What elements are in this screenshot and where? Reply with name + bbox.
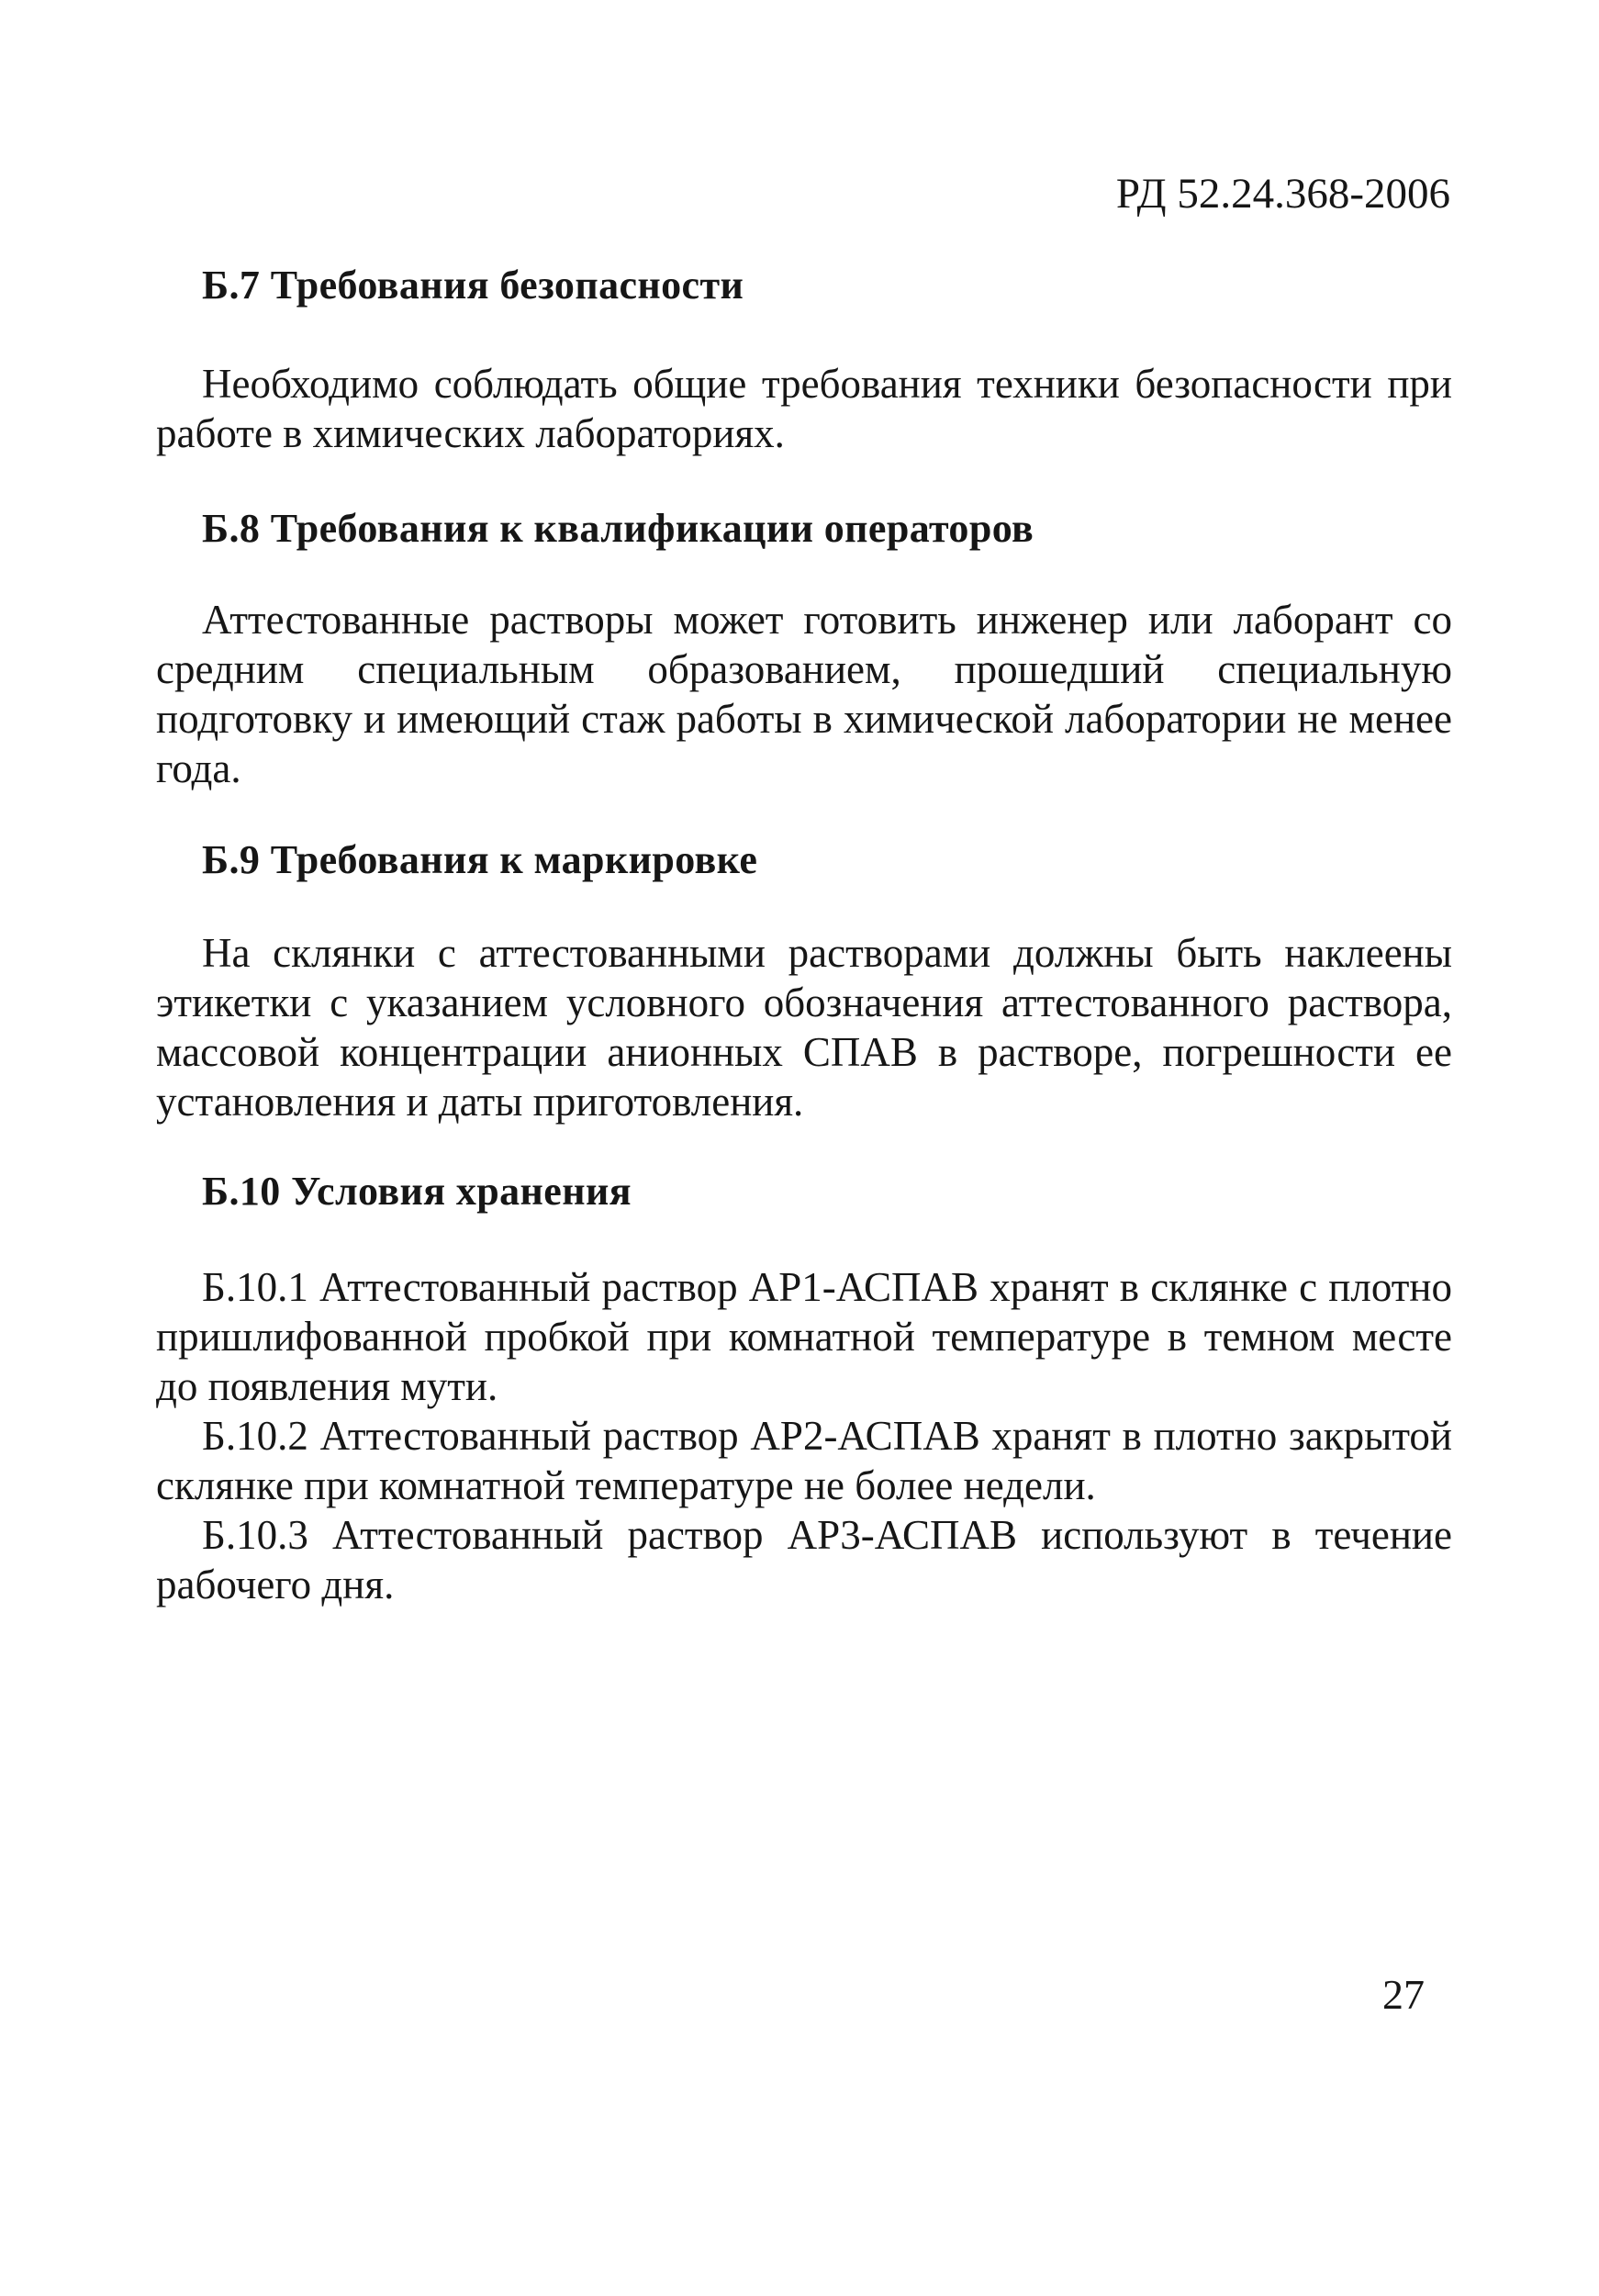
section-heading-b7: Б.7 Требования безопасности: [202, 263, 744, 308]
document-code: РД 52.24.368-2006: [1115, 170, 1450, 218]
section-heading-b9: Б.9 Требования к маркировке: [202, 837, 758, 882]
section-b9-paragraph: На склянки с аттестованными растворами должны быть наклеены этикетки с указанием условного обозначения аттестованного раствора, массовой концентрации анионных СПАВ в растворе, погрешности ее установления и даты приготовления.: [156, 930, 1452, 1125]
section-b8-paragraph: Аттестованные растворы может готовить инженер или лаборант со средним специальным образованием, прошедший специальную подготовку и имеющий стаж работы в химической лаборатории не менее года.: [156, 597, 1452, 791]
section-heading-b10: Б.10 Условия хранения: [202, 1169, 632, 1214]
section-b7-paragraph: Необходимо соблюдать общие требования техники безопасности при работе в химических лабораториях.: [156, 361, 1452, 456]
page-number: 27: [1382, 1971, 1425, 2018]
section-b10-paragraph-2: Б.10.2 Аттестованный раствор АР2-АСПАВ хранят в плотно закрытой склянке при комнатной температуре не более недели.: [156, 1413, 1452, 1508]
section-b10-paragraph-1: Б.10.1 Аттестованный раствор АР1-АСПАВ хранят в склянке с плотно пришлифованной пробкой при комнатной температуре в темном месте до появления мути.: [156, 1264, 1452, 1409]
section-heading-b8: Б.8 Требования к квалификации операторов: [202, 506, 1034, 551]
section-b10-paragraph-3: Б.10.3 Аттестованный раствор АР3-АСПАВ используют в течение рабочего дня.: [156, 1512, 1452, 1607]
